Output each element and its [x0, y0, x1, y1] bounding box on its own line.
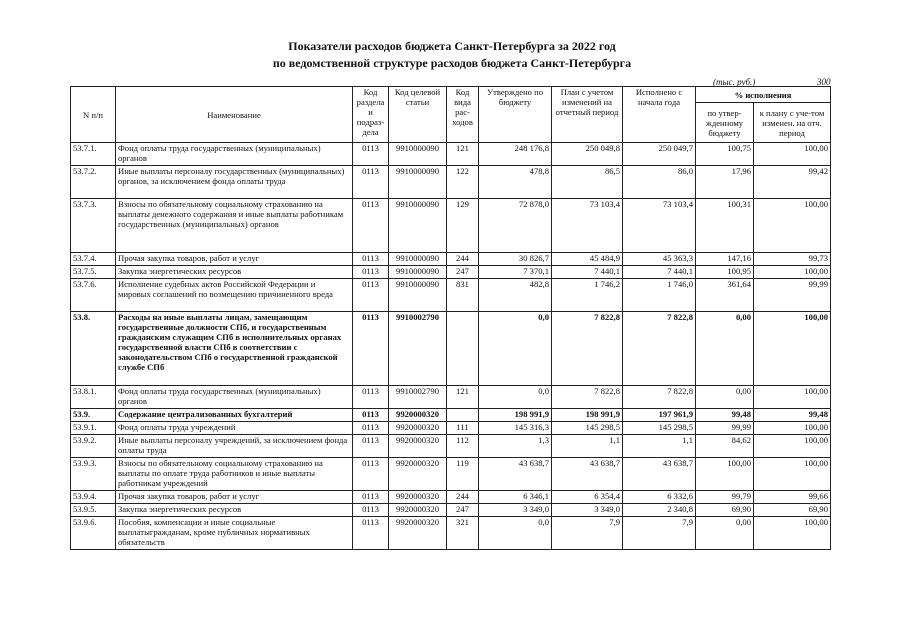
table-row	[71, 504, 831, 517]
row-pct-budget: 361,64	[696, 279, 754, 312]
row-approved: 43 638,7	[479, 458, 552, 491]
row-pct-plan: 99,66	[754, 491, 831, 504]
header-name: Наименование	[116, 87, 353, 143]
row-approved: 0,0	[479, 386, 552, 409]
row-approved: 0,0	[479, 517, 552, 550]
row-number: 53.9.5.	[71, 504, 116, 517]
row-statya-code: 9920000320	[389, 409, 447, 422]
row-vid-code: 121	[447, 143, 479, 166]
row-pct-budget: 69,90	[696, 504, 754, 517]
row-razdel-code: 0113	[353, 422, 389, 435]
header-pct-budget: по утвер-жденному бюджету	[696, 103, 754, 143]
row-vid-code: 111	[447, 422, 479, 435]
row-statya-code: 9910000090	[389, 199, 447, 253]
row-pct-plan: 99,48	[754, 409, 831, 422]
row-statya-code: 9910000090	[389, 266, 447, 279]
row-number: 53.7.4.	[71, 253, 116, 266]
table-row	[71, 143, 831, 166]
row-number: 53.9.4.	[71, 491, 116, 504]
row-statya-code: 9920000320	[389, 422, 447, 435]
row-number: 53.8.	[71, 312, 116, 386]
row-approved: 145 316,3	[479, 422, 552, 435]
row-pct-plan: 100,00	[754, 199, 831, 253]
row-pct-plan: 100,00	[754, 422, 831, 435]
row-vid-code	[447, 409, 479, 422]
expenditure-table	[70, 86, 831, 550]
row-done: 7 822,8	[623, 386, 696, 409]
row-plan: 86,5	[552, 166, 623, 199]
row-pct-plan: 99,99	[754, 279, 831, 312]
row-number: 53.9.1.	[71, 422, 116, 435]
table-row	[71, 312, 831, 386]
header-num: N п/п	[71, 87, 116, 143]
header-vid: Код вида рас-ходов	[447, 87, 479, 143]
row-razdel-code: 0113	[353, 166, 389, 199]
row-number: 53.9.	[71, 409, 116, 422]
table-row	[71, 279, 831, 312]
table-row	[71, 386, 831, 409]
row-pct-budget: 17,96	[696, 166, 754, 199]
row-done: 7 440,1	[623, 266, 696, 279]
header-statya: Код целевой статьи	[389, 87, 447, 143]
row-number: 53.8.1.	[71, 386, 116, 409]
row-done: 73 103,4	[623, 199, 696, 253]
row-razdel-code: 0113	[353, 386, 389, 409]
row-pct-budget: 100,75	[696, 143, 754, 166]
row-done: 197 961,9	[623, 409, 696, 422]
page-number: 300	[817, 77, 831, 87]
row-plan: 7,9	[552, 517, 623, 550]
row-vid-code: 112	[447, 435, 479, 458]
table-row	[71, 199, 831, 253]
row-pct-plan: 99,42	[754, 166, 831, 199]
row-razdel-code: 0113	[353, 435, 389, 458]
row-statya-code: 9920000320	[389, 504, 447, 517]
row-plan: 6 354,4	[552, 491, 623, 504]
header-pct-plan: к плану с уче-том изменен. на отч. период	[754, 103, 831, 143]
row-razdel-code: 0113	[353, 517, 389, 550]
table-row	[71, 266, 831, 279]
row-pct-budget: 0,00	[696, 517, 754, 550]
row-done: 43 638,7	[623, 458, 696, 491]
row-razdel-code: 0113	[353, 504, 389, 517]
row-razdel-code: 0113	[353, 491, 389, 504]
row-number: 53.9.2.	[71, 435, 116, 458]
row-pct-budget: 99,99	[696, 422, 754, 435]
row-razdel-code: 0113	[353, 409, 389, 422]
row-name: Исполнение судебных актов Российской Федерации и мировых соглашений по возмещению причиненного вреда	[116, 279, 353, 312]
row-done: 86,0	[623, 166, 696, 199]
row-done: 1,1	[623, 435, 696, 458]
row-vid-code: 244	[447, 253, 479, 266]
row-approved: 30 826,7	[479, 253, 552, 266]
header-approved: Утверждено по бюджету	[479, 87, 552, 143]
row-number: 53.9.3.	[71, 458, 116, 491]
header-razdel: Код раздела и подраз-дела	[353, 87, 389, 143]
row-pct-plan: 100,00	[754, 386, 831, 409]
row-done: 6 332,6	[623, 491, 696, 504]
row-razdel-code: 0113	[353, 143, 389, 166]
row-done: 45 363,3	[623, 253, 696, 266]
row-pct-plan: 99,73	[754, 253, 831, 266]
header-done: Исполнено с начала года	[623, 87, 696, 143]
table-row	[71, 435, 831, 458]
row-vid-code: 129	[447, 199, 479, 253]
units-label: (тыс. руб.)	[713, 77, 756, 87]
row-name: Взносы по обязательному социальному страхованию на выплаты по оплате труда работников и иные выплаты работникам учреждений	[116, 458, 353, 491]
row-number: 53.7.5.	[71, 266, 116, 279]
row-vid-code: 247	[447, 504, 479, 517]
row-name: Пособия, компенсации и иные социальные выплатыгражданам, кроме публичных нормативных обязательств	[116, 517, 353, 550]
row-pct-plan: 100,00	[754, 312, 831, 386]
row-approved: 6 346,1	[479, 491, 552, 504]
row-name: Закупка энергетических ресурсов	[116, 504, 353, 517]
row-name: Прочая закупка товаров, работ и услуг	[116, 253, 353, 266]
row-done: 2 340,8	[623, 504, 696, 517]
row-pct-budget: 0,00	[696, 312, 754, 386]
row-pct-budget: 100,95	[696, 266, 754, 279]
row-pct-plan: 100,00	[754, 517, 831, 550]
row-plan: 3 349,0	[552, 504, 623, 517]
row-name: Прочая закупка товаров, работ и услуг	[116, 491, 353, 504]
row-name: Иные выплаты персоналу государственных (муниципальных) органов, за исключением фонда оплаты труда	[116, 166, 353, 199]
row-pct-plan: 100,00	[754, 458, 831, 491]
row-done: 250 049,7	[623, 143, 696, 166]
row-plan: 7 822,8	[552, 312, 623, 386]
row-number: 53.7.1.	[71, 143, 116, 166]
row-pct-plan: 100,00	[754, 266, 831, 279]
table-row	[71, 491, 831, 504]
row-approved: 248 176,8	[479, 143, 552, 166]
row-plan: 43 638,7	[552, 458, 623, 491]
row-statya-code: 9920000320	[389, 458, 447, 491]
row-number: 53.9.6.	[71, 517, 116, 550]
row-plan: 45 484,9	[552, 253, 623, 266]
table-row	[71, 422, 831, 435]
row-number: 53.7.2.	[71, 166, 116, 199]
row-plan: 7 822,8	[552, 386, 623, 409]
table-row	[71, 458, 831, 491]
table-row	[71, 166, 831, 199]
row-name: Фонд оплаты труда учреждений	[116, 422, 353, 435]
row-pct-budget: 147,16	[696, 253, 754, 266]
row-statya-code: 9910000090	[389, 166, 447, 199]
row-name: Взносы по обязательному социальному страхованию на выплаты денежного содержания и иные выплаты работникам государственных (муниципальных) органов	[116, 199, 353, 253]
row-approved: 7 370,1	[479, 266, 552, 279]
row-name: Закупка энергетических ресурсов	[116, 266, 353, 279]
row-plan: 73 103,4	[552, 199, 623, 253]
table-row	[71, 517, 831, 550]
row-statya-code: 9910002790	[389, 312, 447, 386]
row-vid-code: 121	[447, 386, 479, 409]
row-number: 53.7.3.	[71, 199, 116, 253]
row-name: Иные выплаты персоналу учреждений, за исключением фонда оплаты труда	[116, 435, 353, 458]
row-vid-code: 122	[447, 166, 479, 199]
table-row	[71, 409, 831, 422]
row-vid-code: 321	[447, 517, 479, 550]
header-plan: План с учетом изменений на отчетный период	[552, 87, 623, 143]
row-razdel-code: 0113	[353, 253, 389, 266]
row-done: 7,9	[623, 517, 696, 550]
row-statya-code: 9920000320	[389, 491, 447, 504]
row-done: 7 822,8	[623, 312, 696, 386]
row-approved: 478,8	[479, 166, 552, 199]
row-statya-code: 9920000320	[389, 435, 447, 458]
row-vid-code: 244	[447, 491, 479, 504]
row-plan: 7 440,1	[552, 266, 623, 279]
row-statya-code: 9910002790	[389, 386, 447, 409]
row-name: Содержание централизованных бухгалтерий	[116, 409, 353, 422]
row-razdel-code: 0113	[353, 312, 389, 386]
row-razdel-code: 0113	[353, 199, 389, 253]
row-plan: 145 298,5	[552, 422, 623, 435]
row-statya-code: 9920000320	[389, 517, 447, 550]
row-pct-budget: 99,79	[696, 491, 754, 504]
row-plan: 198 991,9	[552, 409, 623, 422]
row-approved: 0,0	[479, 312, 552, 386]
row-pct-budget: 0,00	[696, 386, 754, 409]
row-approved: 1,3	[479, 435, 552, 458]
row-vid-code: 247	[447, 266, 479, 279]
row-pct-plan: 100,00	[754, 435, 831, 458]
row-statya-code: 9910000090	[389, 279, 447, 312]
row-plan: 250 049,8	[552, 143, 623, 166]
report-subtitle: по ведомственной структуре расходов бюджета Санкт-Петербурга	[272, 56, 632, 70]
row-approved: 3 349,0	[479, 504, 552, 517]
row-name: Фонд оплаты труда государственных (муниципальных) органов	[116, 143, 353, 166]
table-row	[71, 253, 831, 266]
row-razdel-code: 0113	[353, 266, 389, 279]
row-approved: 482,8	[479, 279, 552, 312]
row-approved: 198 991,9	[479, 409, 552, 422]
row-pct-budget: 100,00	[696, 458, 754, 491]
row-pct-budget: 99,48	[696, 409, 754, 422]
row-name: Фонд оплаты труда государственных (муниципальных) органов	[116, 386, 353, 409]
row-pct-budget: 100,31	[696, 199, 754, 253]
row-approved: 72 878,0	[479, 199, 552, 253]
row-pct-plan: 69,90	[754, 504, 831, 517]
row-number: 53.7.6.	[71, 279, 116, 312]
row-razdel-code: 0113	[353, 458, 389, 491]
row-done: 145 298,5	[623, 422, 696, 435]
row-pct-budget: 84,62	[696, 435, 754, 458]
row-statya-code: 9910000090	[389, 143, 447, 166]
row-razdel-code: 0113	[353, 279, 389, 312]
row-plan: 1,1	[552, 435, 623, 458]
row-vid-code: 119	[447, 458, 479, 491]
row-vid-code: 831	[447, 279, 479, 312]
row-plan: 1 746,2	[552, 279, 623, 312]
row-done: 1 746,0	[623, 279, 696, 312]
row-vid-code	[447, 312, 479, 386]
row-statya-code: 9910000090	[389, 253, 447, 266]
header-pct: % исполнения	[696, 87, 831, 103]
row-name: Расходы на иные выплаты лицам, замещающим государственные должности СПб, и государственным гражданским служащим СПб в исполнительных органах государственной власти СПб в соответствии с законодательством СПб о государственной гражданской службе СПб	[116, 312, 353, 386]
report-title: Показатели расходов бюджета Санкт-Петербурга за 2022 год	[288, 39, 616, 53]
row-pct-plan: 100,00	[754, 143, 831, 166]
